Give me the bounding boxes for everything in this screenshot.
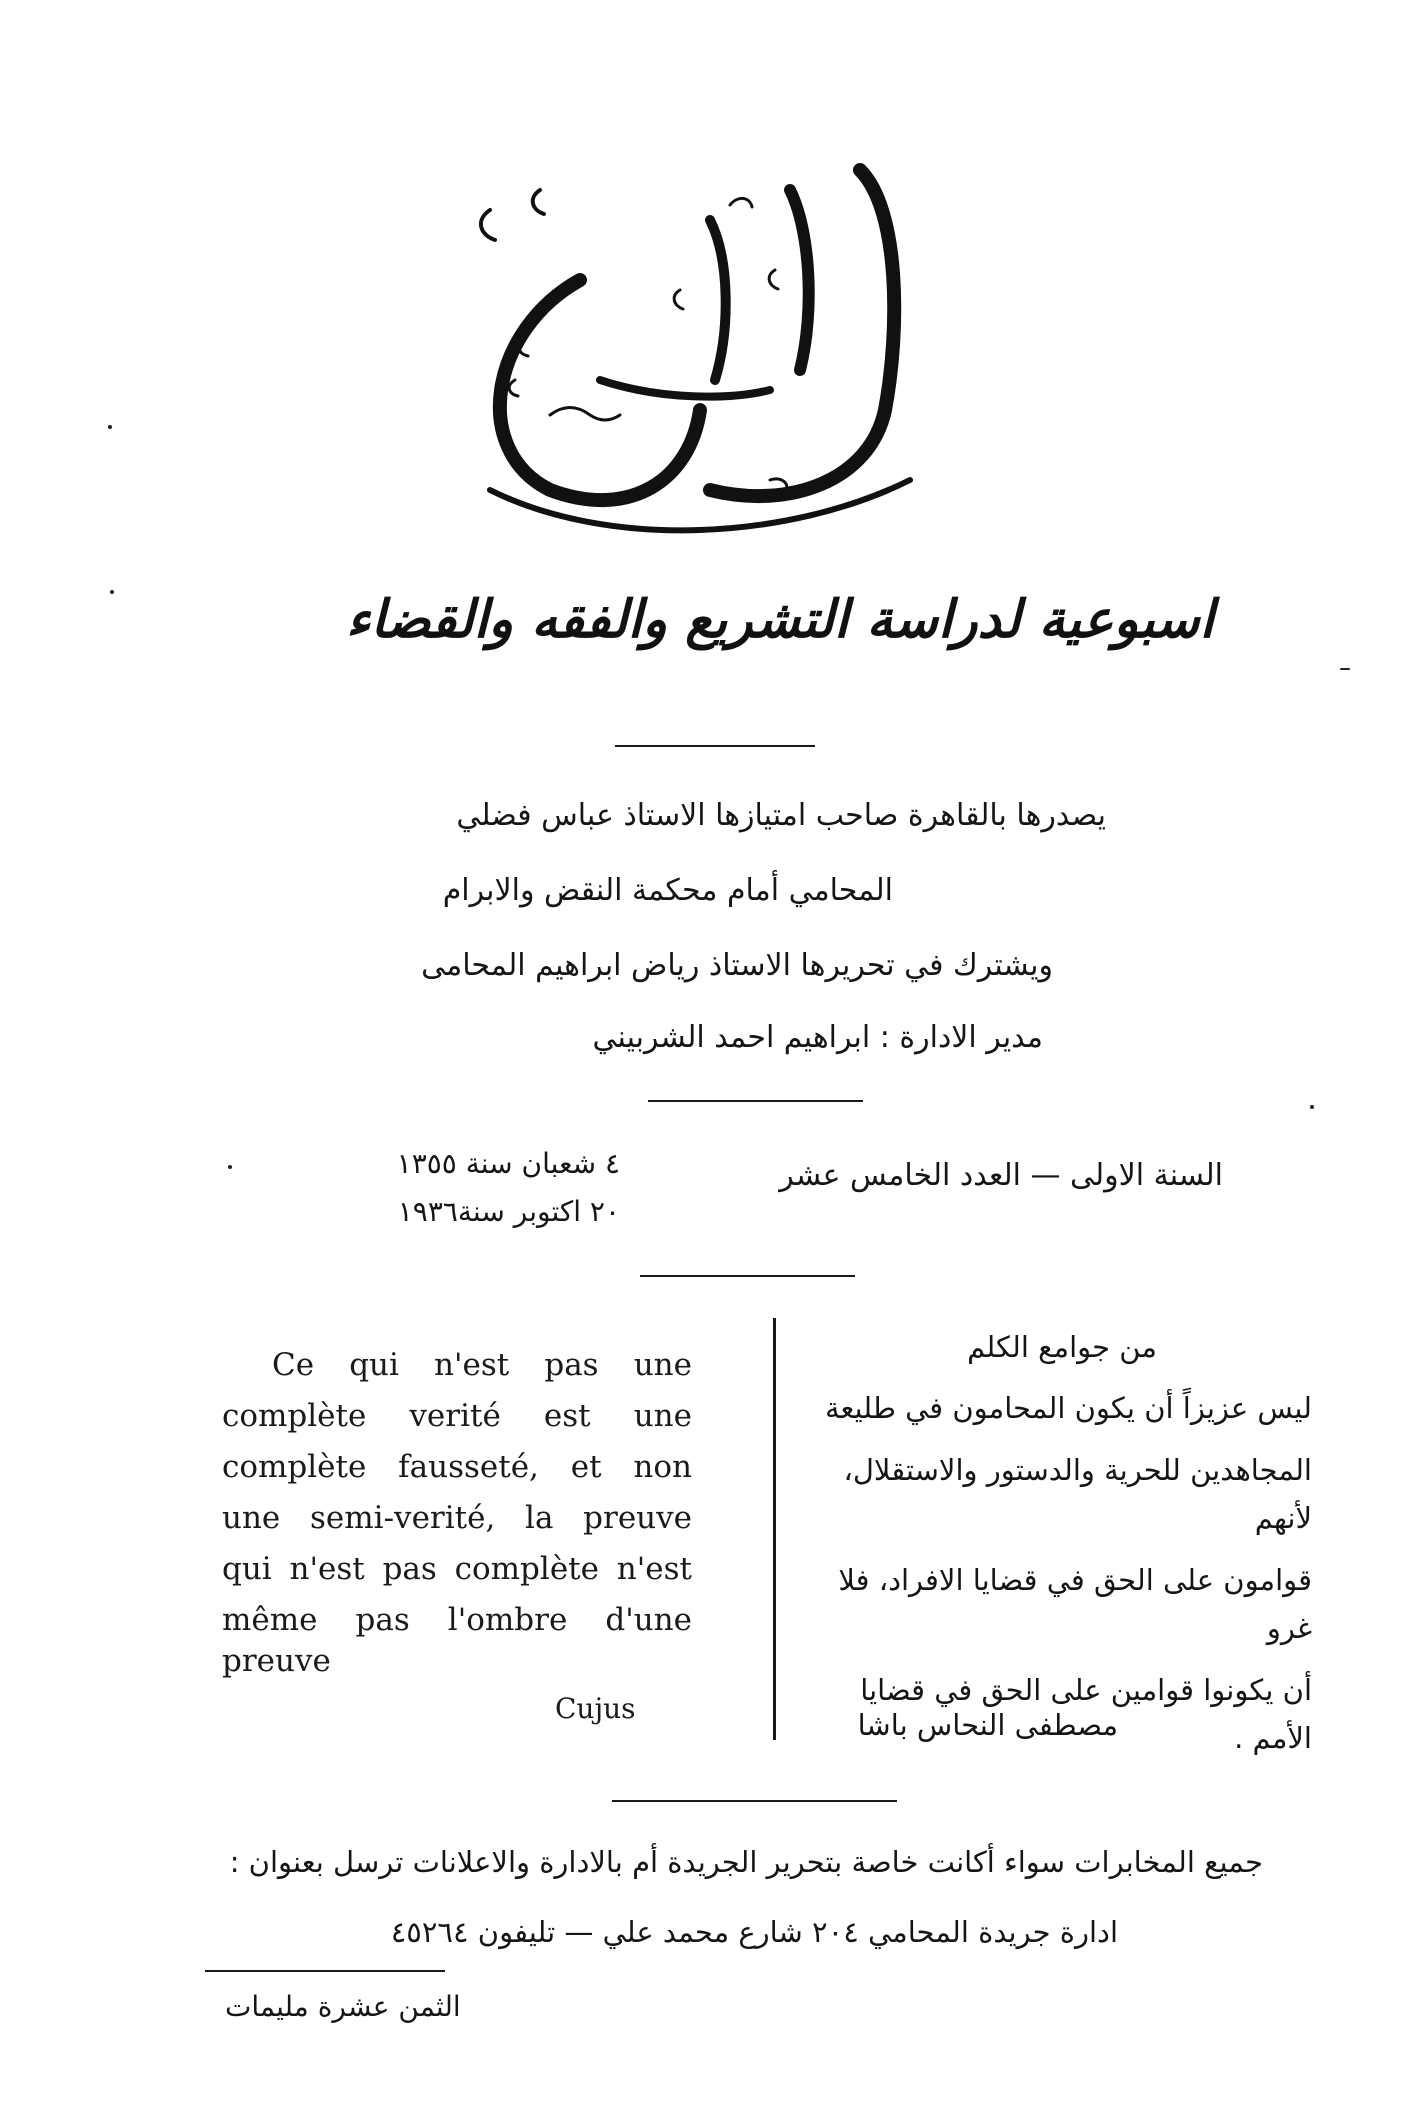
publisher-line-4: مدير الادارة : ابراهيم احمد الشربيني xyxy=(592,1020,1043,1055)
gregorian-date: ٢٠ اكتوبر سنة١٩٣٦ xyxy=(397,1195,620,1228)
scan-speck xyxy=(110,590,114,594)
arabic-line: أن يكونوا قوامين على الحق في قضايا الأمم . xyxy=(860,1673,1312,1755)
hijri-date: ٤ شعبان سنة ١٣٥٥ xyxy=(396,1147,620,1180)
french-line: complète fausseté, et non xyxy=(222,1449,692,1485)
publisher-line-2: المحامي أمام محكمة النقض والابرام xyxy=(442,873,893,908)
footer-address: ادارة جريدة المحامي ٢٠٤ شارع محمد علي — تليفون ٤٥٢٦٤ xyxy=(390,1915,1118,1949)
arabic-quote-heading: من جوامع الكلم xyxy=(967,1330,1157,1364)
french-line: une semi-verité, la preuve xyxy=(222,1500,692,1536)
scan-speck xyxy=(108,425,112,429)
french-line: complète verité est une xyxy=(222,1398,692,1434)
rule-after-publisher xyxy=(648,1100,863,1102)
price-label: الثمن عشرة مليمات xyxy=(225,1990,461,2023)
arabic-line: قوامون على الحق في قضايا الافراد، فلا غرو xyxy=(838,1563,1312,1645)
rule-top xyxy=(615,745,815,747)
rule-after-issue xyxy=(640,1275,855,1277)
masthead-subtitle xyxy=(300,575,1260,685)
french-quote-author: Cujus xyxy=(555,1692,636,1725)
masthead-calligraphy xyxy=(430,150,1030,550)
french-line: Ce qui n'est pas une xyxy=(272,1347,692,1383)
publisher-line-3: ويشترك في تحريرها الاستاذ رياض ابراهيم المحامى xyxy=(421,948,1053,983)
publisher-line-1: يصدرها بالقاهرة صاحب امتيازها الاستاذ عباس فضلي xyxy=(456,798,1106,833)
french-line: qui n'est pas complète n'est xyxy=(222,1551,692,1587)
french-line: preuve xyxy=(222,1643,331,1679)
column-divider xyxy=(773,1318,776,1740)
arabic-line: المجاهدين للحرية والدستور والاستقلال، لأنهم xyxy=(843,1453,1312,1535)
masthead-subtitle-text: اسبوعية لدراسة التشريع والفقه والقضاء xyxy=(346,590,1214,650)
arabic-line: ليس عزيزاً أن يكون المحامون في طليعة xyxy=(824,1391,1312,1425)
french-line: même pas l'ombre d'une xyxy=(222,1602,692,1638)
date-block xyxy=(330,1140,620,1236)
scan-speck xyxy=(228,1165,232,1169)
masthead-title xyxy=(430,150,431,151)
issue-label: السنة الاولى — العدد الخامس عشر xyxy=(779,1158,1223,1193)
rule-price xyxy=(205,1970,445,1972)
masthead-logo xyxy=(430,150,1030,550)
arabic-quote-author: مصطفى النحاس باشا xyxy=(857,1708,1118,1742)
french-quote xyxy=(222,1340,692,1679)
scan-speck xyxy=(1340,668,1350,670)
rule-before-footer xyxy=(612,1800,897,1802)
scan-speck xyxy=(1310,1105,1314,1109)
footer-contact-note: جميع المخابرات سواء أكانت خاصة بتحرير الجريدة أم بالادارة والاعلانات ترسل بعنوان : xyxy=(229,1845,1263,1879)
